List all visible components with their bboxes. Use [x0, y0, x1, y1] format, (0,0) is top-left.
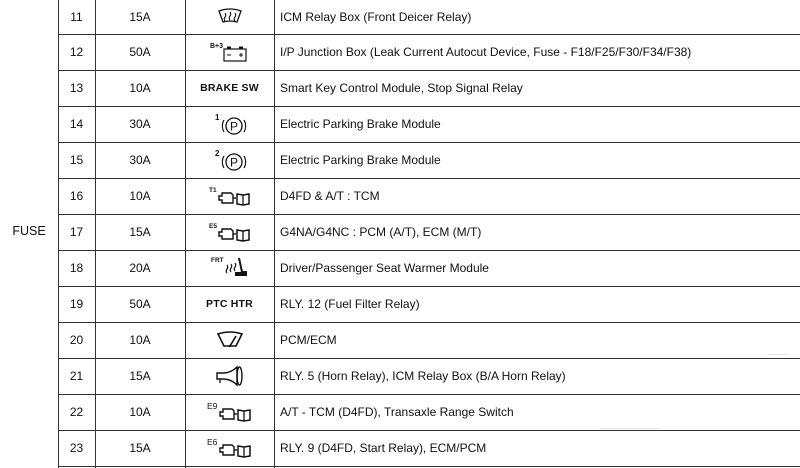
fuse-description: PCM/ECM [280, 333, 337, 347]
fuse-group-label: FUSE [12, 224, 46, 238]
fuse-amperage: 10A [129, 189, 151, 203]
wiper-icon [216, 331, 244, 349]
table-row [58, 322, 800, 358]
grid-line [58, 466, 800, 467]
symbol-text: PTC HTR [206, 298, 253, 310]
parking-brake-2-icon [213, 147, 247, 173]
fuse-description: Smart Key Control Module, Stop Signal Relay [280, 81, 523, 95]
fuse-number: 20 [69, 333, 84, 347]
engine-icon-text: E5 [208, 223, 217, 230]
svg-text:P: P [229, 155, 238, 170]
fuse-number: 12 [69, 45, 84, 59]
table-row [58, 70, 800, 106]
fuse-amperage: 15A [129, 10, 151, 24]
fuse-description: RLY. 9 (D4FD, Start Relay), ECM/PCM [280, 441, 487, 455]
fuse-number: 13 [69, 81, 84, 95]
parking-brake-1-icon [213, 111, 247, 137]
fuse-description: RLY. 12 (Fuel Filter Relay) [280, 297, 420, 311]
engine-e5-icon [209, 220, 251, 244]
seat-warmer-icon [209, 255, 251, 281]
fuse-description: G4NA/G4NC : PCM (A/T), ECM (M/T) [280, 225, 482, 239]
fuse-number: 17 [69, 225, 84, 239]
fuse-amperage: 20A [129, 261, 151, 275]
fuse-description: Electric Parking Brake Module [280, 117, 441, 131]
table-row [58, 178, 800, 214]
fuse-description: A/T - TCM (D4FD), Transaxle Range Switch [280, 405, 514, 419]
fuse-amperage: 30A [129, 153, 151, 167]
engine-icon-text: E9 [206, 401, 217, 411]
table-row [58, 430, 800, 466]
front-deicer-icon [217, 8, 243, 26]
fuse-amperage: 50A [129, 45, 151, 59]
table-row [58, 142, 800, 178]
symbol-text: BRAKE SW [200, 82, 259, 94]
fuse-description: I/P Junction Box (Leak Current Autocut Device, Fuse - F18/F25/F30/F34/F38) [280, 45, 692, 59]
battery-icon-text: B+3 [209, 43, 223, 50]
table-row [58, 214, 800, 250]
engine-icon-text: E6 [206, 437, 217, 447]
horn-icon [215, 365, 245, 387]
engine-t1-icon [209, 184, 251, 208]
table-row [58, 34, 800, 70]
fuse-number: 22 [69, 405, 84, 419]
engine-icon-text: T1 [208, 187, 217, 194]
fuse-amperage: 30A [129, 117, 151, 131]
fuse-amperage: 15A [129, 369, 151, 383]
fuse-amperage: 15A [129, 441, 151, 455]
svg-text:P: P [229, 119, 238, 134]
fuse-amperage: 10A [129, 333, 151, 347]
fuse-description: Electric Parking Brake Module [280, 153, 441, 167]
fuse-description: RLY. 5 (Horn Relay), ICM Relay Box (B/A Horn Relay) [280, 369, 566, 383]
table-row [58, 106, 800, 142]
fuse-amperage: 50A [129, 297, 151, 311]
fuse-number: 11 [70, 10, 83, 24]
fuse-number: 21 [69, 369, 84, 383]
fuse-description: D4FD & A/T : TCM [280, 189, 380, 203]
engine-e6-icon [207, 436, 253, 460]
table-row [58, 250, 800, 286]
fuse-number: 18 [69, 261, 84, 275]
fuse-number: 23 [69, 441, 84, 455]
fuse-number: 15 [69, 153, 84, 167]
table-row [58, 286, 800, 322]
table-row [58, 0, 800, 34]
parking-brake-icon-text: 1 [214, 113, 219, 122]
seat-warmer-icon-text: FRT [210, 257, 224, 264]
fuse-number: 19 [69, 297, 84, 311]
table-row [58, 394, 800, 430]
fuse-amperage: 15A [129, 225, 151, 239]
fuse-description: Driver/Passenger Seat Warmer Module [280, 261, 489, 275]
fuse-description: ICM Relay Box (Front Deicer Relay) [280, 10, 472, 24]
fuse-number: 14 [69, 117, 84, 131]
parking-brake-icon-text: 2 [214, 149, 219, 158]
table-row [58, 358, 800, 394]
battery-b3-icon [210, 40, 250, 64]
fuse-number: 16 [69, 189, 84, 203]
fuse-amperage: 10A [129, 81, 151, 95]
fuse-amperage: 10A [129, 405, 151, 419]
engine-e9-icon [207, 400, 253, 424]
